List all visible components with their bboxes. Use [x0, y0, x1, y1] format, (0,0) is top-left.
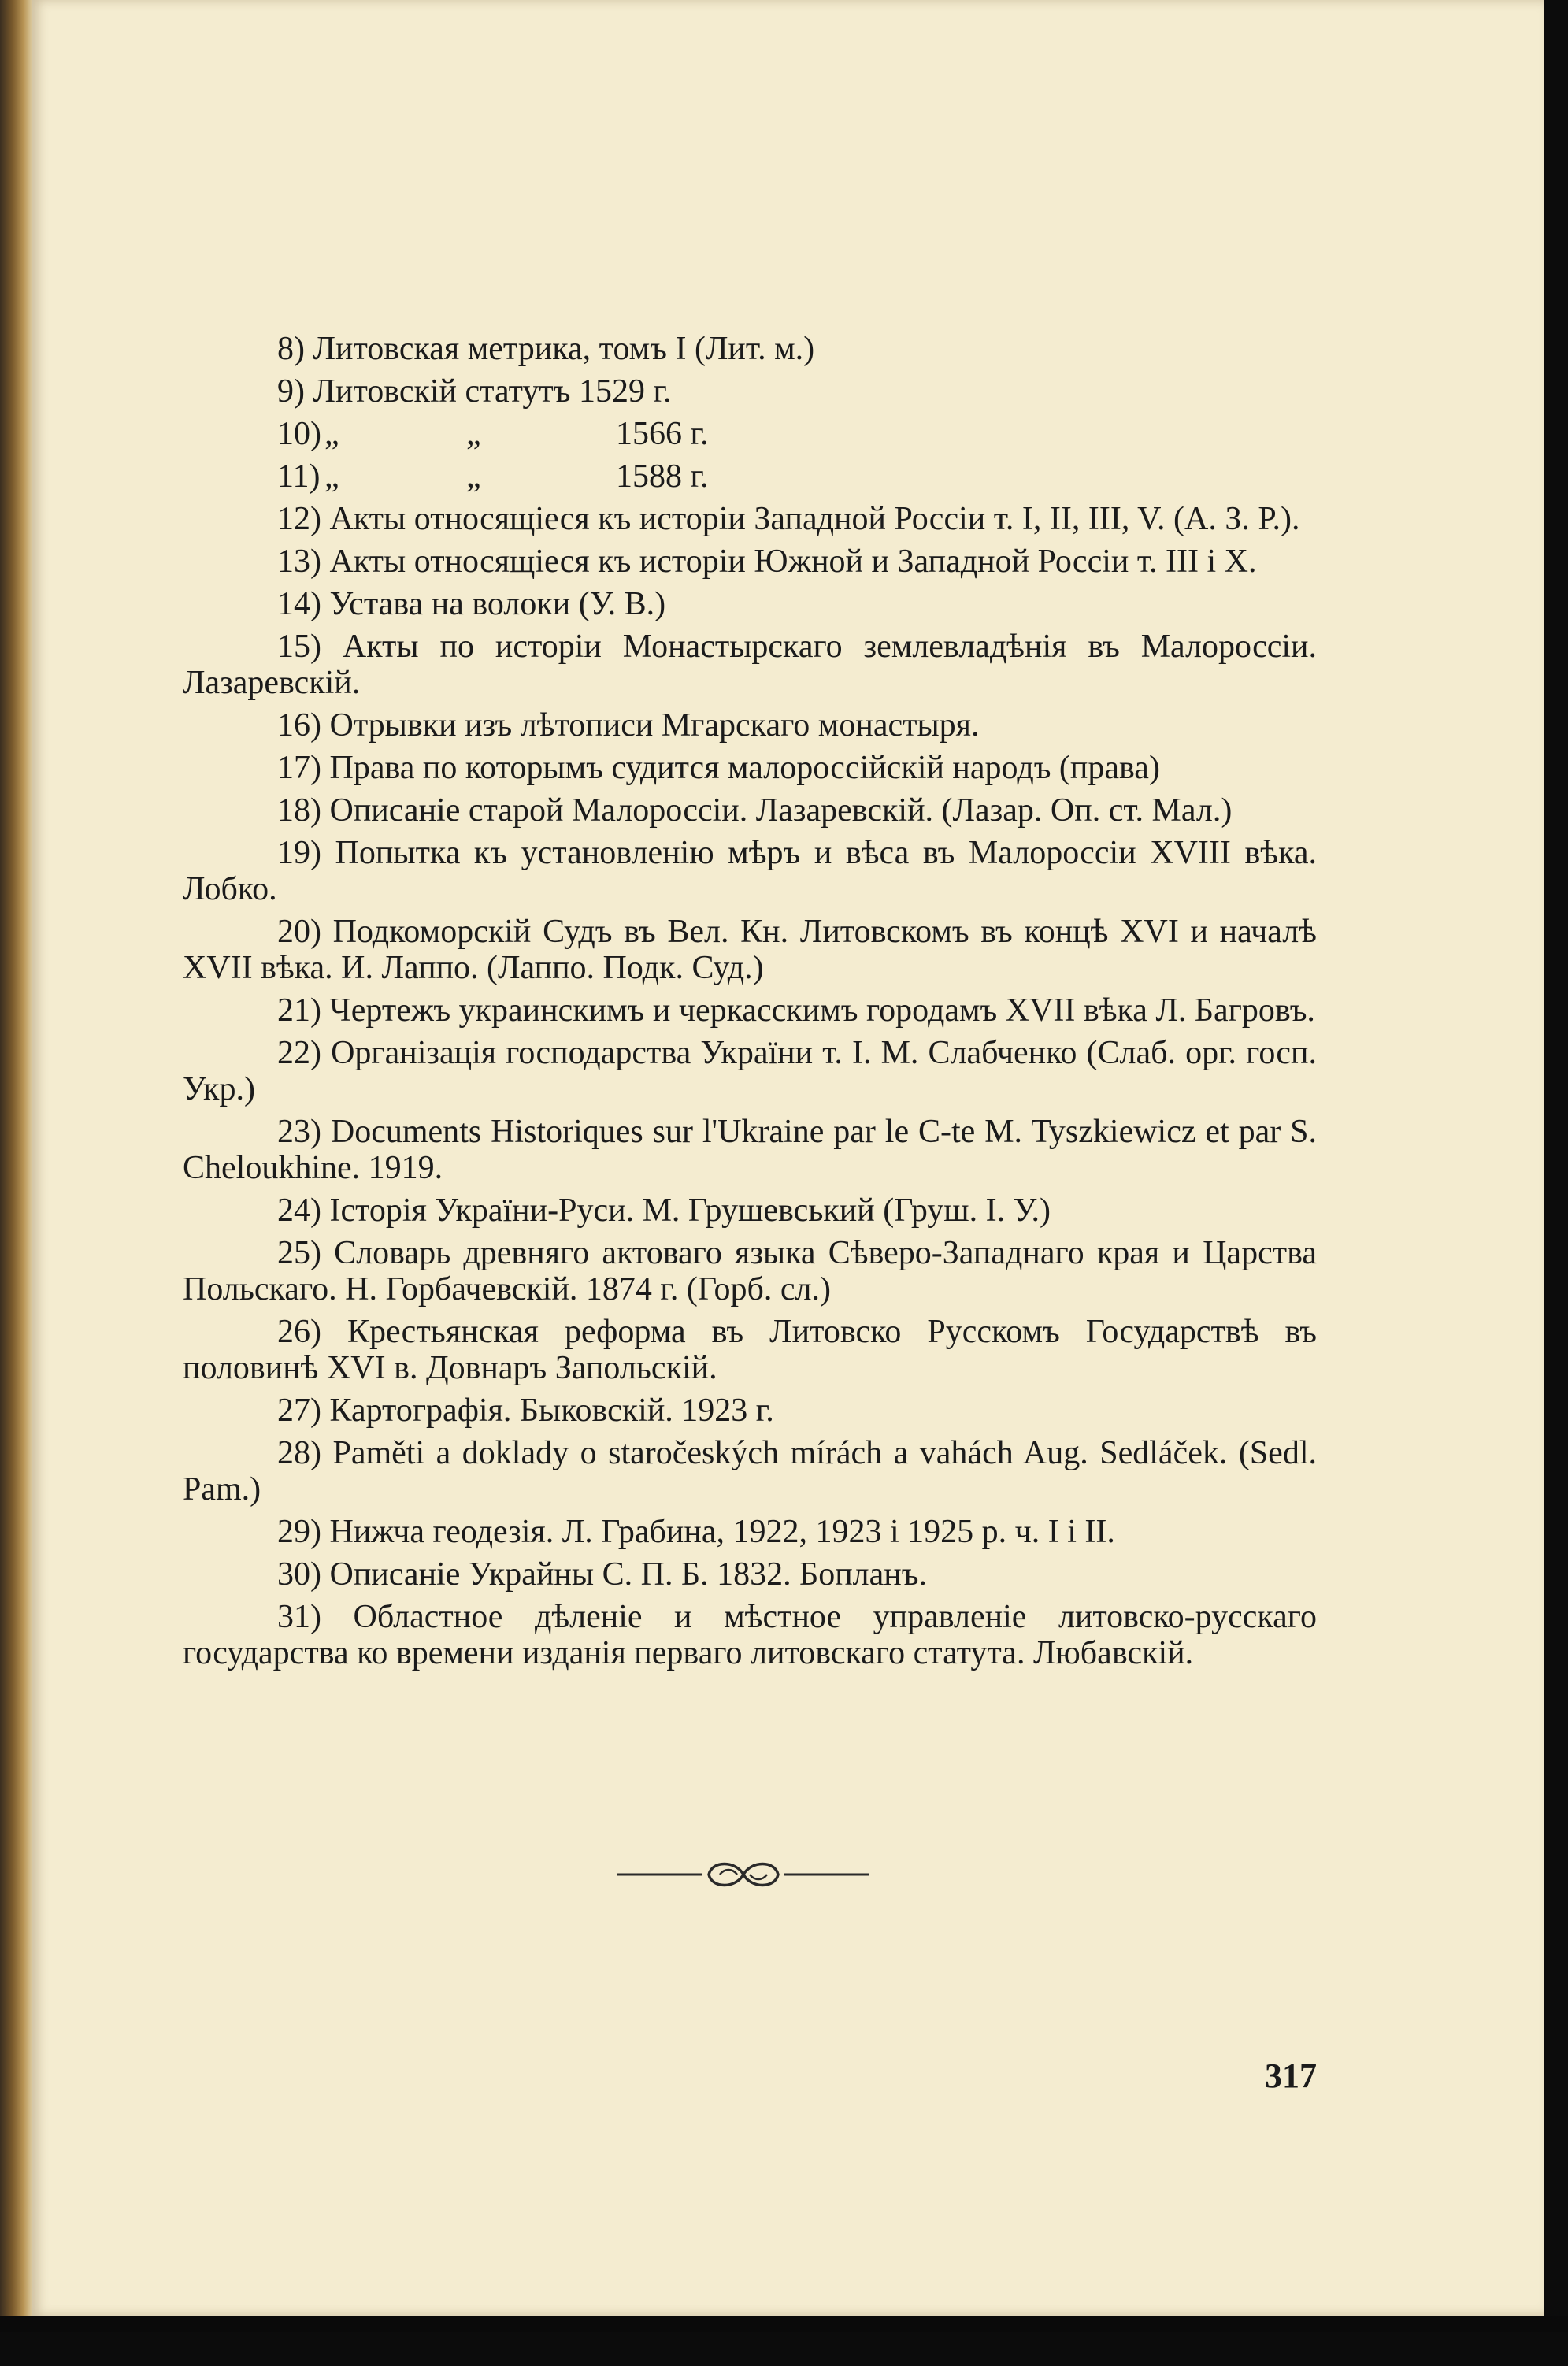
bibliography-entry-22: 22) Організація господарства України т. I. М. Слабченко (Слаб. орг. госп. Укр.) — [183, 1035, 1317, 1107]
bibliography-entry-8: 8) Литовская метрика, томъ I (Лит. м.) — [277, 331, 815, 367]
bibliography-list — [183, 331, 1317, 1678]
ditto-mark: „ — [324, 416, 339, 452]
bibliography-entry-17: 17) Права по которымъ судится малороссійскій народъ (права) — [277, 750, 1160, 786]
page-number: 317 — [1265, 2056, 1317, 2095]
ditto-mark: „ — [466, 416, 481, 452]
bibliography-entry-28: 28) Paměti a doklady o staročeských mírách a vahách Aug. Sedláček. (Sedl. Pam.) — [183, 1435, 1317, 1507]
book-spine — [0, 0, 32, 2332]
bibliography-entry-13: 13) Акты относящіеся къ исторіи Южной и Западной Россіи т. III і X. — [277, 543, 1257, 580]
bibliography-entry-24: 24) Історія України-Руси. М. Грушевський (Груш. I. У.) — [277, 1192, 1051, 1229]
bibliography-entry-20: 20) Подкоморскій Судъ въ Вел. Кн. Литовскомъ въ концѣ XVI и началѣ XVII вѣка. И. Лаппо. (Лаппо. Подк. Суд.) — [183, 914, 1317, 986]
bibliography-entry-30: 30) Описаніе Украйны С. П. Б. 1832. Бопланъ. — [277, 1556, 927, 1593]
bibliography-entry-25: 25) Словарь древняго актоваго языка Сѣверо-Западнаго края и Царства Польскаго. Н. Горбачевскій. 1874 г. (Горб. сл.) — [183, 1235, 1317, 1307]
entry-number: 10) — [277, 416, 321, 452]
bibliography-entry-12: 12) Акты относящіеся къ исторіи Западной Россіи т. I, II, III, V. (А. З. Р.). — [277, 501, 1300, 537]
entry-year: 1588 г. — [616, 458, 709, 495]
bibliography-entry-11 — [183, 458, 1317, 495]
entry-number: 11) — [277, 458, 321, 495]
bibliography-entry-26: 26) Крестьянская реформа въ Литовско Русскомъ Государствѣ въ половинѣ XVI в. Довнаръ Запольскій. — [183, 1314, 1317, 1386]
bibliography-entry-15: 15) Акты по исторіи Монастырскаго землевладѣнія въ Малороссіи. Лазаревскій. — [183, 629, 1317, 701]
bibliography-entry-9: 9) Литовскій статутъ 1529 г. — [277, 373, 672, 410]
bibliography-entry-23: 23) Documents Historiques sur l'Ukraine par le C-te M. Tyszkiewicz et par S. Cheloukhine. 1919. — [183, 1114, 1317, 1186]
entry-year: 1566 г. — [616, 416, 709, 452]
bibliography-entry-27: 27) Картографія. Быковскій. 1923 г. — [277, 1393, 774, 1429]
ditto-mark: „ — [466, 458, 481, 495]
bibliography-entry-19: 19) Попытка къ установленію мѣръ и вѣса въ Малороссіи XVIII вѣка. Лобко. — [183, 835, 1317, 907]
ditto-mark: „ — [324, 458, 339, 495]
bibliography-entry-29: 29) Нижча геодезія. Л. Грабина, 1922, 1923 і 1925 р. ч. I і II. — [277, 1514, 1115, 1550]
bibliography-entry-31: 31) Областное дѣленіе и мѣстное управленіе литовско-русскаго государства ко времени изданія перваго литовскаго статута. Любавскій. — [183, 1599, 1317, 1671]
bibliography-entry-21: 21) Чертежъ украинскимъ и черкасскимъ городамъ XVII вѣка Л. Багровъ. — [277, 992, 1315, 1029]
scan-bottom-edge — [0, 2316, 1568, 2332]
bibliography-entry-10 — [183, 416, 1317, 452]
bibliography-entry-16: 16) Отрывки изъ лѣтописи Мгарскаго монастыря. — [277, 707, 980, 744]
bibliography-entry-18: 18) Описаніе старой Малороссіи. Лазаревскій. (Лазар. Оп. ст. Мал.) — [277, 792, 1233, 829]
bibliography-entry-14: 14) Устава на волоки (У. В.) — [277, 586, 666, 622]
decorative-divider-icon — [617, 1851, 869, 1898]
book-page — [32, 0, 1544, 2316]
